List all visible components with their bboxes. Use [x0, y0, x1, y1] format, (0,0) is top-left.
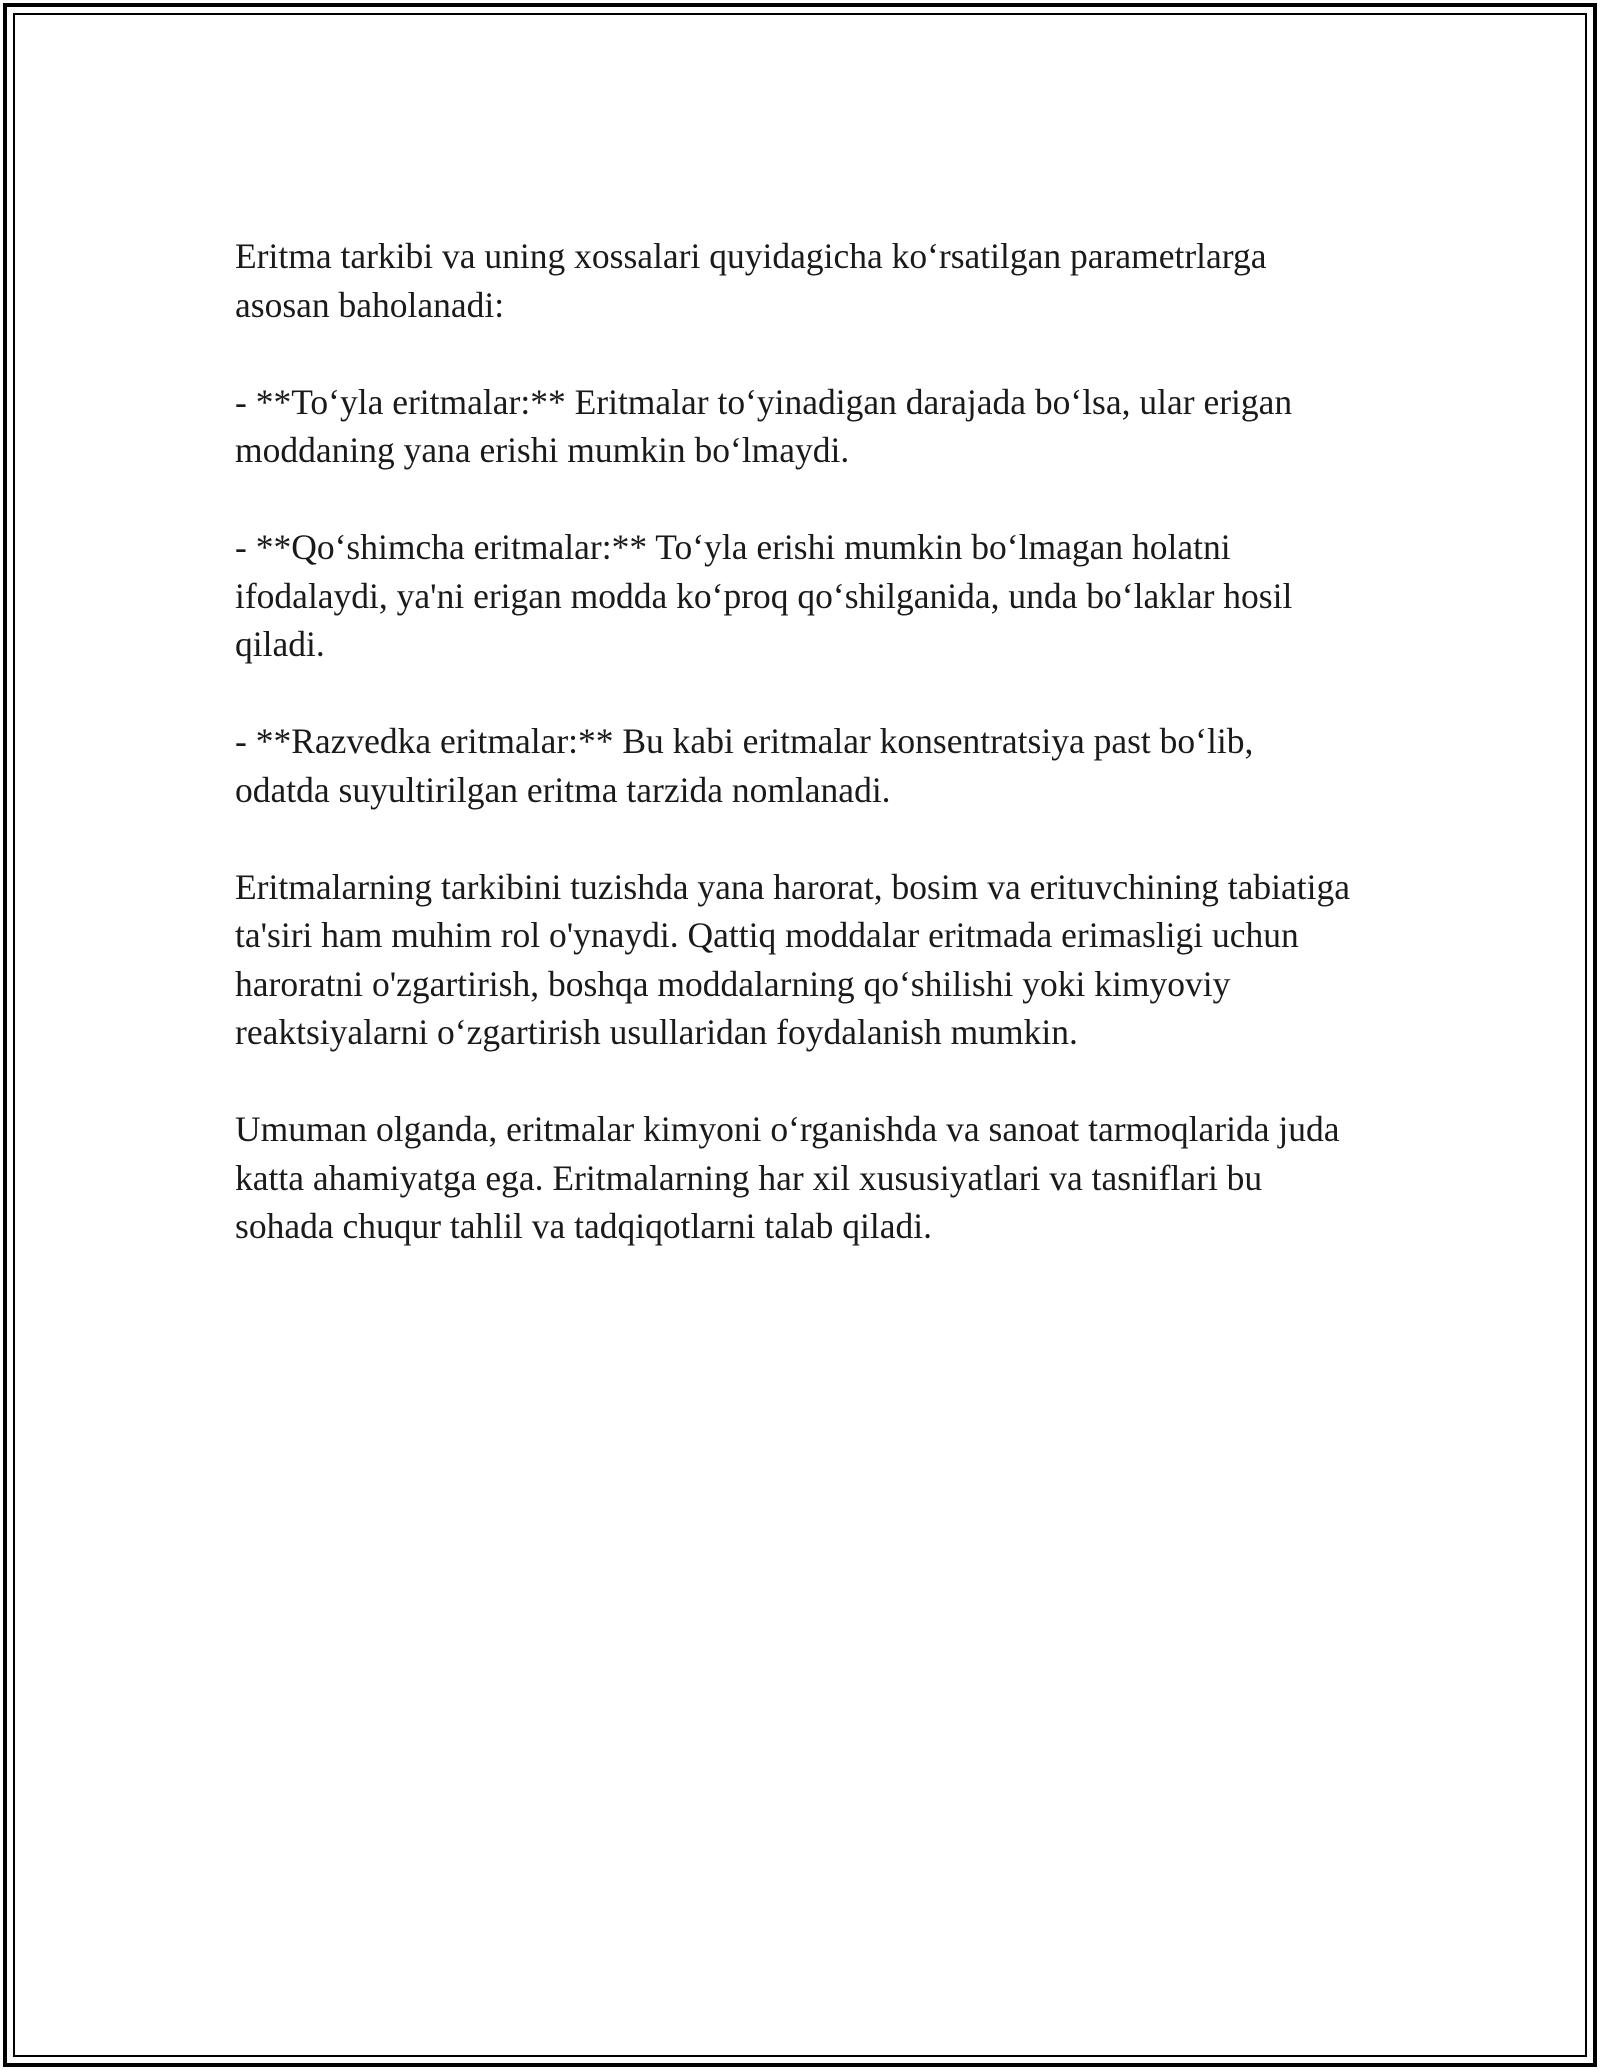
- conclusion-paragraph: Umuman olganda, eritmalar kimyoni o‘rganishda va sanoat tarmoqlarida juda katta ahamiyatga ega. Eritmalarning har xil xususiyatlari va tasniflari bu sohada chuqur tahlil va tadqiqotlarni talab qiladi.: [235, 1109, 1340, 1246]
- bullet-dilute-solutions: - **Razvedka eritmalar:** Bu kabi eritmalar konsentratsiya past bo‘lib, odatda suyultirilgan eritma tarzida nomlanadi.: [235, 721, 1254, 810]
- intro-paragraph: Eritma tarkibi va uning xossalari quyidagicha ko‘rsatilgan parametrlarga asosan baholanadi:: [235, 236, 1267, 325]
- bullet-supersaturated-solutions: - **Qo‘shimcha eritmalar:** To‘yla erishi mumkin bo‘lmagan holatni ifodalaydi, ya'ni erigan modda ko‘proq qo‘shilganida, unda bo‘laklar hosil qiladi.: [235, 527, 1293, 664]
- bullet-saturated-solutions: - **To‘yla eritmalar:** Eritmalar to‘yinadigan darajada bo‘lsa, ular erigan moddaning yana erishi mumkin bo‘lmaydi.: [235, 381, 1293, 470]
- factors-paragraph: Eritmalarning tarkibini tuzishda yana harorat, bosim va erituvchining tabiatiga ta'siri ham muhim rol o'ynaydi. Qattiq moddalar eritmada erimasligi uchun haroratni o'zgartirish, boshqa moddalarning qo‘shilishi yoki kimyoviy reaktsiyalarni o‘zgartirish usullaridan foydalanish mumkin.: [235, 866, 1350, 1052]
- document-body: [235, 232, 1355, 1299]
